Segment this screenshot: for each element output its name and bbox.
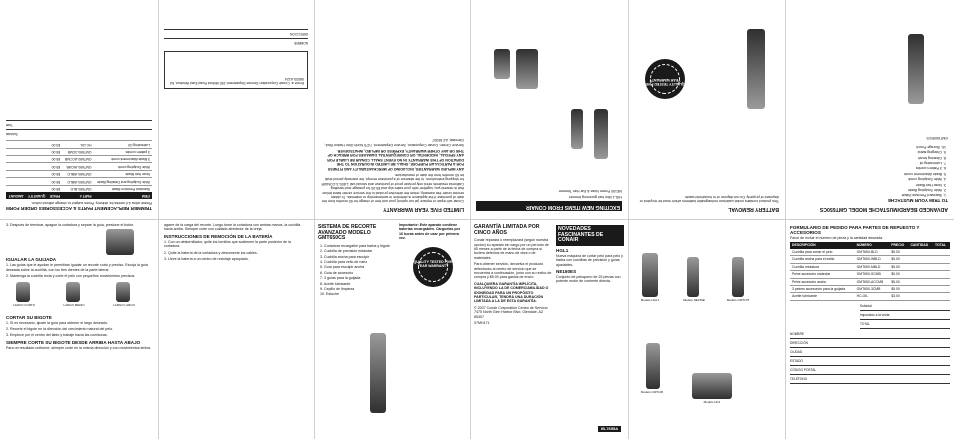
customer-fields bbox=[790, 332, 950, 384]
new-item-2: NE150 Power Nose & Ear Hair Trimmer bbox=[558, 189, 622, 193]
table-cell: Cuchilla miniatura bbox=[790, 263, 855, 270]
warranty-caps: ANY IMPLIED WARRANTIES, INCLUDING OF MERCHANTABILITY AND FITNESS FOR A PARTICULAR PURPOSE, SHALL BE LIMITED IN DURATION TO THE DURATION OF THIS WARRANTY. IN NO EVENT SHALL CONAIR BE LIABLE FOR ANY SPECIAL, INCIDENTAL OR CONSEQUENTIAL DAMAGES FOR BREACH OF THIS OR ANY OTHER WARRANTY, EXPRESS OR IMPLIED, WHATSOEVER. bbox=[327, 148, 464, 171]
table-cell: 3 peines accesorios para la guijada bbox=[790, 285, 855, 292]
col-qty: QUANTITY bbox=[25, 192, 47, 198]
list-item: 7. Lubricating oil bbox=[919, 160, 946, 165]
amount-cell[interactable] bbox=[6, 148, 25, 155]
label-hc1: Modelo HC1 bbox=[703, 400, 721, 404]
table-row bbox=[790, 271, 950, 278]
col-descripcion: DESCRIPCIÓN bbox=[790, 242, 855, 248]
quality-seal-top: QUALITY TESTED FIVE YEAR WARRANTY bbox=[645, 59, 685, 99]
quantity-cell[interactable] bbox=[908, 256, 933, 263]
product-photo-4 bbox=[494, 49, 510, 79]
warranty-body: Conair will repair or replace (at our option) your unit free of charge for 60 months from the date of purchase if the appliance is defective in workmanship or materials. To obtain service under this warranty, return the defective product to the service center listed below that is nearest you, together with your sales slip and $5.00 for postage and handling. California residents need only provide proof of purchase and should call 1-800-3-CONAIR for shipping instructions. In the absence of a purchase receipt, the warranty period shall be 60 months from the date of manufacture. bbox=[321, 172, 464, 204]
table-cell: GMT650-BLD bbox=[62, 185, 93, 192]
quantity-cell[interactable] bbox=[908, 293, 933, 300]
amount-cell[interactable] bbox=[6, 185, 25, 192]
product-hgl1 bbox=[642, 253, 658, 297]
new-items-title: EXCITING NEW ITEMS FROM CONAIR bbox=[476, 201, 622, 211]
novedades-title: NOVEDADES FASCINANTES DE CONAIR bbox=[556, 225, 624, 246]
table-cell: $5.00 bbox=[47, 148, 62, 155]
list-item: 9. Charging stand bbox=[917, 150, 946, 155]
top-new-items-panel bbox=[470, 0, 628, 219]
customer-field[interactable]: ESTADO bbox=[790, 359, 950, 366]
table-row bbox=[790, 293, 950, 300]
order-form-table bbox=[6, 140, 152, 198]
formulario-title: FORMULARIO DE PEDIDO PARA PARTES DE REPUESTO Y ACCESORIOS bbox=[790, 225, 920, 235]
table-cell: GMT650-SCMB bbox=[855, 271, 890, 278]
guide-length-figures bbox=[6, 282, 152, 312]
top-battery-panel bbox=[628, 0, 785, 219]
table-cell: $3.00 bbox=[889, 293, 908, 300]
product-gmt145 bbox=[646, 343, 660, 389]
trimmer-parts-diagram bbox=[370, 333, 386, 413]
table-cell: $5.00 bbox=[889, 249, 908, 256]
subtotal-field[interactable]: Subtotal bbox=[860, 304, 950, 311]
table-cell: Aceite lubricante bbox=[790, 293, 855, 300]
ne-title: NE150ES bbox=[556, 269, 577, 274]
col-numero: NÚMERO bbox=[855, 242, 890, 248]
table-cell: Nose Hair Blade bbox=[94, 170, 153, 177]
guide-title: IGUALAR LA GUIJADA bbox=[6, 257, 57, 263]
warranty-service: Service Center: Conair Corporation, Service Department, 7475 North Glen Harbor Blvd., Glendale, AZ 85307 bbox=[323, 138, 464, 147]
product-photo-3 bbox=[516, 49, 538, 89]
table-row bbox=[6, 178, 152, 185]
quantity-cell[interactable] bbox=[908, 263, 933, 270]
list-item: 3. Cuchilla ancha para esculpir bbox=[320, 254, 370, 259]
system-title: SISTEMA DE RECORTE AVANZADO MODELO GMT650CS bbox=[318, 224, 377, 242]
battery-step-2: 2. Quite la batería de la cortadora y desconecte los cables. bbox=[164, 250, 258, 255]
table-cell: $5.00 bbox=[889, 285, 908, 292]
trim-step-2: 2. Recorte el bigote en la dirección del crecimiento natural del pelo. bbox=[6, 327, 114, 332]
product-gmt175 bbox=[732, 257, 744, 297]
col-amount: AMOUNT bbox=[6, 192, 25, 198]
table-cell: $5.00 bbox=[47, 163, 62, 170]
important-note: Importante: Este aparato contiene baterías recargables. Cárguelas por 16 horas antes de usar por primera vez. bbox=[399, 223, 461, 241]
figure-long bbox=[116, 282, 130, 302]
warranty-title: LIMITED FIVE YEAR WARRANTY bbox=[383, 206, 464, 212]
top-warranty-panel bbox=[314, 0, 470, 219]
quantity-cell[interactable] bbox=[25, 170, 47, 177]
garantia-code: 07MH171 bbox=[474, 321, 490, 326]
system-items-list bbox=[318, 244, 396, 297]
customer-field[interactable]: CIUDAD bbox=[790, 350, 950, 357]
trim-mustache-title: CORTAR SU BIGOTE bbox=[6, 314, 52, 320]
face-profile-photo bbox=[106, 229, 134, 255]
table-cell: $5.00 bbox=[47, 178, 62, 185]
ear-trim-text: agarre de la carga del recorte. Luego tome la cortadora con ambas manos, la cuchilla hacia arriba. Siempre corte con cuidado alrededor de la oreja. bbox=[164, 223, 301, 232]
quantity-cell[interactable] bbox=[908, 285, 933, 292]
table-cell: GMT650-ACCMB bbox=[62, 156, 93, 163]
tax-field[interactable]: Impuestos a la venta bbox=[860, 313, 950, 320]
guide-intro: 3. Después de terminar, apague la cortadora y separe la guía, presione el botón. bbox=[6, 223, 135, 227]
total-cell[interactable] bbox=[933, 256, 950, 263]
table-row bbox=[790, 285, 950, 292]
trim-title: TO TRIM YOUR MUSTACHE bbox=[887, 198, 948, 204]
list-item: 1. Standard Precision Blade bbox=[901, 193, 946, 198]
col-price: PRICE bbox=[47, 192, 62, 198]
list-item: 5. Blade Attachment comb bbox=[904, 171, 946, 176]
ne-text: Conjunto de peluquero de 25 piezas con potente motor de corriente directa. bbox=[556, 275, 621, 284]
table-cell: GMT650-BLD bbox=[855, 249, 890, 256]
col-part: PART # bbox=[62, 192, 93, 198]
list-item: 8. Aceite lubricante bbox=[320, 281, 351, 286]
doc-code-badge: IB-7655A bbox=[598, 426, 621, 432]
horizontal-fold bbox=[0, 219, 954, 220]
quantity-cell[interactable] bbox=[25, 178, 47, 185]
new-item-1: HGL1 Mini hair grooming trimmer bbox=[568, 195, 622, 200]
total-line[interactable]: Total bbox=[6, 120, 152, 127]
table-row bbox=[6, 156, 152, 163]
quantity-cell[interactable] bbox=[908, 271, 933, 278]
table-row bbox=[790, 249, 950, 256]
bottom-order-form-panel bbox=[790, 223, 950, 435]
formulario-note: Favor de incluir el número de pieza y la cantidad deseada. bbox=[790, 236, 884, 240]
name-line[interactable]: NOMBRE bbox=[164, 38, 308, 45]
amount-cell[interactable] bbox=[6, 178, 25, 185]
table-cell: $5.00 bbox=[889, 263, 908, 270]
list-item: 5. Guía para esculpir ancha bbox=[320, 265, 365, 270]
table-cell: 3 pattern combs bbox=[94, 148, 153, 155]
customer-field[interactable]: CÓDIGO POSTAL bbox=[790, 368, 950, 375]
address-line[interactable]: DIRECCIÓN bbox=[164, 29, 308, 36]
table-cell: GMT650-WBLD bbox=[62, 170, 93, 177]
table-cell: GMT650-WBLD bbox=[855, 256, 890, 263]
table-cell: $5.00 bbox=[889, 271, 908, 278]
col-cantidad: CANTIDAD bbox=[908, 242, 933, 248]
table-cell: GMT650-ACCMB bbox=[855, 278, 890, 285]
subtotal-line[interactable]: Subtotal bbox=[6, 129, 152, 136]
quantity-cell[interactable] bbox=[25, 163, 47, 170]
amount-cell[interactable] bbox=[6, 163, 25, 170]
table-row bbox=[6, 170, 152, 177]
table-cell: HC-OIL bbox=[62, 141, 93, 148]
battery-title: BATTERY REMOVAL bbox=[728, 206, 779, 212]
table-cell: $5.00 bbox=[47, 170, 62, 177]
trimmer-stand-photo bbox=[747, 29, 765, 109]
table-row bbox=[790, 278, 950, 285]
product-ne150e bbox=[687, 257, 699, 297]
table-cell: GMT650-WCMB bbox=[62, 163, 93, 170]
table-cell: 3 Blade Attachment comb bbox=[94, 156, 153, 163]
list-item: 2. Wide Sculpting Blade bbox=[907, 188, 946, 192]
quantity-cell[interactable] bbox=[25, 141, 47, 148]
always-title: SIEMPRE CORTE SU BIGOTE DESDE ARRIBA HASTA ABAJO bbox=[6, 339, 141, 345]
bottom-guide-panel bbox=[6, 223, 152, 435]
table-row bbox=[6, 163, 152, 170]
list-item: 2. Cuchilla de precisión estándar bbox=[320, 249, 373, 254]
table-row bbox=[790, 263, 950, 270]
trim-step-3: 3. Empiece por el centro del labio y trabaje hacia las comisuras. bbox=[6, 333, 108, 338]
top-trim-panel bbox=[785, 0, 954, 219]
list-item: 8. Cleaning brush bbox=[917, 155, 946, 160]
amount-cell[interactable] bbox=[6, 141, 25, 148]
table-cell: Peine accesorio ancho bbox=[790, 278, 855, 285]
garantia-service: © 2007 Conair Corporation Centro de Servicio 7475 North Glen Harbor Blvd. Glendale, AZ 85307 bbox=[474, 305, 548, 319]
quantity-cell[interactable] bbox=[908, 249, 933, 256]
table-cell: $5.00 bbox=[889, 256, 908, 263]
list-item: 7. 3 guías para la guijada bbox=[320, 276, 361, 281]
table-cell: GMT650-WBLD bbox=[62, 178, 93, 185]
always-text: Para un resultado uniforme, siempre corte en la misma dirección y con movimientos lentos. bbox=[6, 345, 152, 350]
product-photo-1 bbox=[594, 109, 608, 159]
total-cell[interactable] bbox=[933, 293, 950, 300]
table-cell: Cuchilla ancha para el estilo bbox=[790, 256, 855, 263]
total-cell[interactable] bbox=[933, 249, 950, 256]
garantia-caps: CUALQUIERA GARANTÍA IMPLÍCITA, INCLUYENDO LA DE COMERCIABILIDAD O IDONEIDAD PARA UN PROPÓSITO PARTICULAR, TENDRÁ UNA DURACIÓN LIMITADA A LA DE ESTA GARANTÍA. bbox=[474, 281, 549, 304]
table-row bbox=[790, 256, 950, 263]
amount-cell[interactable] bbox=[6, 170, 25, 177]
caption-short: LARGO CORTO bbox=[12, 302, 36, 307]
total-field[interactable]: TOTAL bbox=[860, 322, 950, 329]
table-cell: GMT650-3CMB bbox=[855, 285, 890, 292]
table-cell: Peine accesorio estándar bbox=[790, 271, 855, 278]
bottom-warranty-panel bbox=[474, 223, 624, 435]
col-total: TOTAL bbox=[933, 242, 950, 248]
model-title: ADVANCED BEARD/MUSTACHE MODEL GMT650CS bbox=[819, 206, 948, 212]
caption-long: LARGO LARGO bbox=[113, 302, 135, 307]
table-cell: $5.00 bbox=[47, 156, 62, 163]
table-cell: Cuchilla para cortar el pelo bbox=[790, 249, 855, 256]
amount-cell[interactable] bbox=[6, 156, 25, 163]
hgl-title: HGL1 bbox=[556, 247, 569, 253]
table-cell: Standard Precision Blade bbox=[94, 185, 153, 192]
list-item: 6. Guía de accesorio bbox=[320, 270, 354, 275]
list-item: 10. Storage Pouch bbox=[916, 144, 946, 149]
bottom-products-panel bbox=[632, 223, 782, 435]
bottom-battery-panel bbox=[164, 223, 308, 435]
table-cell: $3.00 bbox=[47, 141, 62, 148]
total-cell[interactable] bbox=[933, 271, 950, 278]
list-item: 10. Estuche bbox=[320, 292, 339, 297]
label-gmt145: Modelo GMT145 bbox=[640, 390, 664, 394]
quantity-cell[interactable] bbox=[25, 148, 47, 155]
bottom-system-panel bbox=[318, 223, 466, 435]
col-item: ITEM bbox=[94, 192, 153, 198]
product-hc1 bbox=[692, 373, 732, 399]
table-cell: Lubricating Oil bbox=[94, 141, 153, 148]
label-gmt175: Modelo GMT175 bbox=[726, 298, 750, 302]
table-row bbox=[6, 141, 152, 148]
col-precio: PRECIO bbox=[889, 242, 908, 248]
garantia-body-2: Para obtener servicio, devuelva el producto defectuoso al centro de servicio que se encuentra a continuación, junto con su recibo de compra y $5.00 para gastos de envío. bbox=[474, 262, 552, 280]
table-cell: GMT650-3CMB bbox=[62, 148, 93, 155]
battery-body: This product contains nickel-cadmium rechargeable batteries which must be recycled or disposed of properly. Do not dispose of in household waste. bbox=[639, 195, 779, 204]
list-item: 6. 3 Pattern combs bbox=[915, 166, 946, 171]
table-row bbox=[6, 148, 152, 155]
customer-field[interactable]: DIRECCIÓN bbox=[790, 341, 950, 348]
label-hgl1: Modelo HGL1 bbox=[640, 298, 660, 302]
top-order-form-panel bbox=[0, 0, 158, 219]
product-photo-2 bbox=[571, 109, 583, 149]
trimmer-diagram bbox=[908, 34, 924, 104]
quantity-cell[interactable] bbox=[25, 185, 47, 192]
figure-medium bbox=[66, 282, 80, 302]
figure-short bbox=[16, 282, 30, 302]
trim-step-1: 1. Si es necesario, ajuste la guía para obtener el largo deseado. bbox=[6, 320, 108, 325]
garantia-body: Conair reparará o reemplazará (según nuestra opción) su aparato sin cargo por un período de 60 meses a partir de la fecha de compra si tuviera defectos de mano de obra o de materiales. bbox=[474, 238, 549, 260]
quantity-cell[interactable] bbox=[25, 156, 47, 163]
garantia-title: GARANTÍA LIMITADA POR CINCO AÑOS bbox=[474, 224, 540, 236]
table-cell: GMT650-MBLD bbox=[855, 263, 890, 270]
table-cell: Wide Sculpting and Detailing Blade bbox=[94, 178, 153, 185]
table-cell: $5.00 bbox=[47, 185, 62, 192]
order-form-title: TRIMMER REPLACEMENT PARTS & ACCESSORIES ORDER FORM bbox=[6, 206, 152, 211]
list-item: 9. Cepillo de limpieza bbox=[320, 287, 355, 292]
model-code: GMT650RCS bbox=[926, 136, 948, 141]
formulario-table bbox=[790, 242, 950, 300]
order-form-note: Please allow 4-6 weeks for delivery. Prices subject to change without notice. bbox=[31, 201, 152, 205]
list-item: 3. Nose Hair Blade bbox=[915, 182, 946, 187]
mail-to-text: Envíe a: Conair Corporation Service Department 150 Milford Road East Windsor, NJ 08520-6124 bbox=[169, 76, 304, 85]
guide-step-2: 2. Mantenga la cuchilla recta y corte el pelo con pequeños movimientos precisos. bbox=[6, 274, 136, 279]
customer-field[interactable]: TELÉFONO bbox=[790, 377, 950, 384]
battery-step-3: 3. Lleve la batería a un centro de reciclaje apropiado. bbox=[164, 257, 249, 262]
top-mail-panel bbox=[158, 0, 314, 219]
quantity-cell[interactable] bbox=[908, 278, 933, 285]
total-cell[interactable] bbox=[933, 285, 950, 292]
customer-field[interactable]: NOMBRE bbox=[790, 332, 950, 339]
total-cell[interactable] bbox=[933, 263, 950, 270]
table-cell: Wide Sculpting comb bbox=[94, 163, 153, 170]
table-row bbox=[6, 185, 152, 192]
battery-step-1: 1. Con un destornillador, quite los tornillos que sostienen la parte posterior de la cortadora. bbox=[164, 239, 291, 249]
table-cell: $5.00 bbox=[889, 278, 908, 285]
hgl-text: Nueva máquina de cortar pelo para pelo y barba con cuchillas de precisión y guías ajustables. bbox=[556, 253, 623, 267]
trim-steps-list bbox=[791, 144, 948, 197]
list-item: 4. Wide Sculpting comb bbox=[908, 177, 946, 182]
quality-seal-bottom: QUALITY TESTED FIVE YEAR WARRANTY bbox=[413, 247, 453, 287]
list-item: 4. Cuchilla para vello de nariz bbox=[320, 260, 368, 264]
label-ne150e: Modelo NE150E bbox=[683, 298, 705, 302]
total-cell[interactable] bbox=[933, 278, 950, 285]
battery-removal-title: INSTRUCCIONES DE REMOCIÓN DE LA BATERÍA bbox=[164, 233, 273, 239]
table-cell: HC-OIL bbox=[855, 293, 890, 300]
guide-step-1: 1. Las guías que le ayudan le permitirán igualar un recorte corto y preciso. Escoja la guía deseada sobre la cuchilla, con los tres dientes de la parte lateral. bbox=[6, 263, 148, 272]
list-item: 1. Cortadora recargable para barba y bigote bbox=[320, 243, 390, 248]
caption-medium: LARGO MEDIO bbox=[63, 302, 85, 307]
